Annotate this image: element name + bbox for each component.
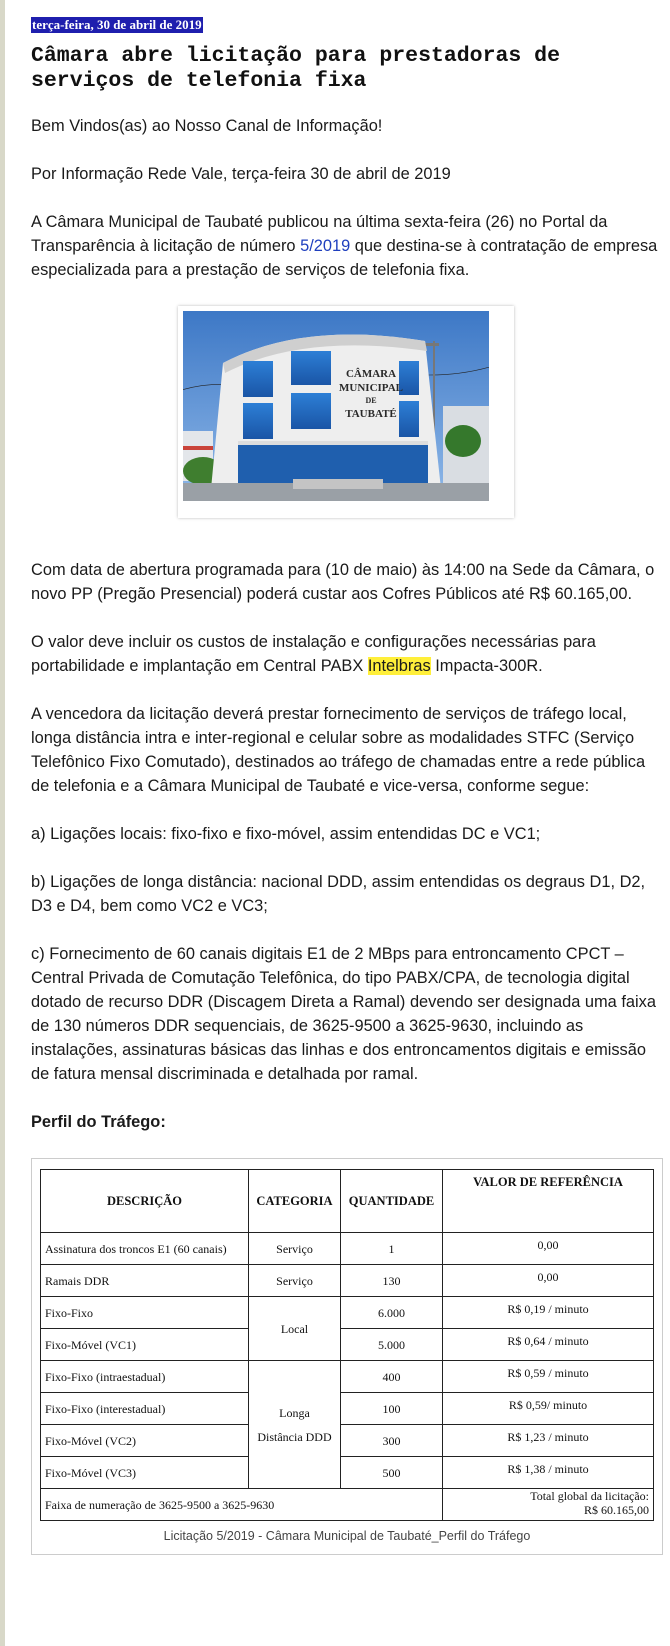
table-footer-row	[41, 1489, 654, 1521]
cell-categoria-longa-distancia	[249, 1361, 341, 1489]
cell-descricao: Fixo-Móvel (VC1)	[41, 1329, 249, 1361]
cell-descricao: Fixo-Fixo (intraestadual)	[41, 1361, 249, 1393]
intro-text-end: que destina-se à contratação de empresa especializada para a prestação de serviços de telefonia fixa.	[31, 237, 658, 279]
footer-total-label: Total global da licitação:	[530, 1489, 649, 1503]
cell-quantidade: 1	[341, 1233, 443, 1265]
header-categoria: CATEGORIA	[249, 1170, 341, 1233]
table-row	[41, 1265, 654, 1297]
greeting-paragraph: Bem Vindos(as) ao Nosso Canal de Informação!	[31, 117, 383, 135]
footer-total	[443, 1489, 654, 1521]
categoria-longa-line2: Distância DDD	[257, 1429, 332, 1444]
cell-quantidade: 300	[341, 1425, 443, 1457]
table-caption: Licitação 5/2019 - Câmara Municipal de Taubaté_Perfil do Tráfego	[163, 1529, 531, 1543]
cell-categoria: Serviço	[249, 1233, 341, 1265]
cell-quantidade: 5.000	[341, 1329, 443, 1361]
date-header-text: terça-feira, 30 de abril de 2019	[32, 17, 202, 32]
cell-categoria-local: Local	[249, 1297, 341, 1361]
item-a-paragraph: a) Ligações locais: fixo-fixo e fixo-móvel, assim entendidas DC e VC1;	[31, 825, 541, 843]
byline-paragraph: Por Informação Rede Vale, terça-feira 30 de abril de 2019	[31, 165, 451, 183]
post-title: Câmara abre licitação para prestadoras de serviços de telefonia fixa	[31, 44, 560, 93]
footer-total-value: R$ 60.165,00	[583, 1503, 649, 1517]
cell-quantidade: 100	[341, 1393, 443, 1425]
header-quantidade: QUANTIDADE	[341, 1170, 443, 1233]
post-date-header	[31, 16, 661, 34]
pabx-text-start: O valor deve incluir os custos de instalação e configurações necessárias para portabilidade e implantação em Central PABX	[31, 633, 596, 675]
cell-valor: 0,00	[443, 1233, 654, 1265]
pabx-text-end: Impacta-300R.	[430, 657, 543, 675]
cell-descricao: Assinatura dos troncos E1 (60 canais)	[41, 1233, 249, 1265]
table-row	[41, 1425, 654, 1457]
cell-valor: R$ 0,59/ minuto	[443, 1393, 654, 1425]
intro-text-start: A Câmara Municipal de Taubaté publicou na última sexta-feira (26) no Portal da Transparência à licitação de número	[31, 213, 608, 255]
table-row	[41, 1233, 654, 1265]
cell-valor: R$ 1,38 / minuto	[443, 1457, 654, 1489]
cell-descricao: Fixo-Móvel (VC2)	[41, 1425, 249, 1457]
cell-valor: R$ 0,19 / minuto	[443, 1297, 654, 1329]
cell-valor: 0,00	[443, 1265, 654, 1297]
cell-descricao: Ramais DDR	[41, 1265, 249, 1297]
sign-line-1: CÂMARA	[345, 368, 397, 380]
header-valor-referencia: VALOR DE REFERÊNCIA	[443, 1170, 654, 1233]
traffic-table-container	[31, 1158, 663, 1555]
cell-valor: R$ 0,59 / minuto	[443, 1361, 654, 1393]
cell-descricao: Fixo-Móvel (VC3)	[41, 1457, 249, 1489]
blog-post	[31, 16, 661, 1555]
traffic-profile-heading: Perfil do Tráfego:	[31, 1113, 166, 1131]
table-row	[41, 1457, 654, 1489]
licitacao-link[interactable]: 5/2019	[300, 237, 351, 255]
item-b-paragraph: b) Ligações de longa distância: nacional DDD, assim entendidas os degraus D1, D2, D3 e D4, bem como VC2 e VC3;	[31, 873, 646, 915]
cell-quantidade: 130	[341, 1265, 443, 1297]
sidebar-border	[0, 0, 5, 1646]
cell-valor: R$ 0,64 / minuto	[443, 1329, 654, 1361]
categoria-longa-line1: Longa	[279, 1405, 310, 1420]
opening-date-paragraph: Com data de abertura programada para (10 de maio) às 14:00 na Sede da Câmara, o novo PP (Pregão Presencial) poderá custar aos Cofres Públicos até R$ 60.165,00.	[31, 561, 655, 603]
sign-line-3: DE	[365, 396, 377, 405]
cell-quantidade: 500	[341, 1457, 443, 1489]
item-c-paragraph: c) Fornecimento de 60 canais digitais E1 de 2 MBps para entroncamento CPCT – Central Privada de Comutação Telefônica, do tipo PABX/CPA, de tecnologia digital dotado de recurso DDR (Discagem Direta a Ramal) devendo ser designada uma faixa de 130 números DDR sequenciais, de 3625-9500 a 3625-9630, incluindo as instalações, assinaturas básicas das linhas e dos entroncamentos digitais e emissão de fatura mensal discriminada e detalhada por ramal.	[31, 945, 656, 1083]
table-row	[41, 1361, 654, 1393]
header-descricao: DESCRIÇÃO	[41, 1170, 249, 1233]
post-body	[31, 114, 661, 1555]
footer-numbering-range: Faixa de numeração de 3625-9500 a 3625-9630	[41, 1489, 443, 1521]
cell-valor: R$ 1,23 / minuto	[443, 1425, 654, 1457]
table-row	[41, 1329, 654, 1361]
highlighted-intelbras: Intelbras	[367, 657, 431, 675]
table-row	[41, 1297, 654, 1329]
sign-line-4: TAUBATÉ	[345, 408, 397, 420]
cell-quantidade: 6.000	[341, 1297, 443, 1329]
traffic-profile-table	[40, 1169, 654, 1521]
table-row	[41, 1393, 654, 1425]
intro-paragraph	[31, 210, 661, 282]
cell-categoria: Serviço	[249, 1265, 341, 1297]
services-paragraph: A vencedora da licitação deverá prestar fornecimento de serviços de tráfego local, longa distância intra e inter-regional e celular sobre as modalidades STFC (Serviço Telefônico Fixo Comutado), destinados ao tráfego de chamadas entre a rede pública de telefonia e a Câmara Municipal de Taubaté e vice-versa, conforme segue:	[31, 705, 646, 795]
camara-building-image	[183, 311, 489, 501]
cell-quantidade: 400	[341, 1361, 443, 1393]
photo-container	[31, 306, 661, 518]
cell-descricao: Fixo-Fixo (interestadual)	[41, 1393, 249, 1425]
camara-building-photo[interactable]	[178, 306, 514, 518]
table-header-row	[41, 1170, 654, 1233]
pabx-paragraph	[31, 630, 661, 678]
sign-line-2: MUNICIPAL	[339, 382, 403, 394]
cell-descricao: Fixo-Fixo	[41, 1297, 249, 1329]
